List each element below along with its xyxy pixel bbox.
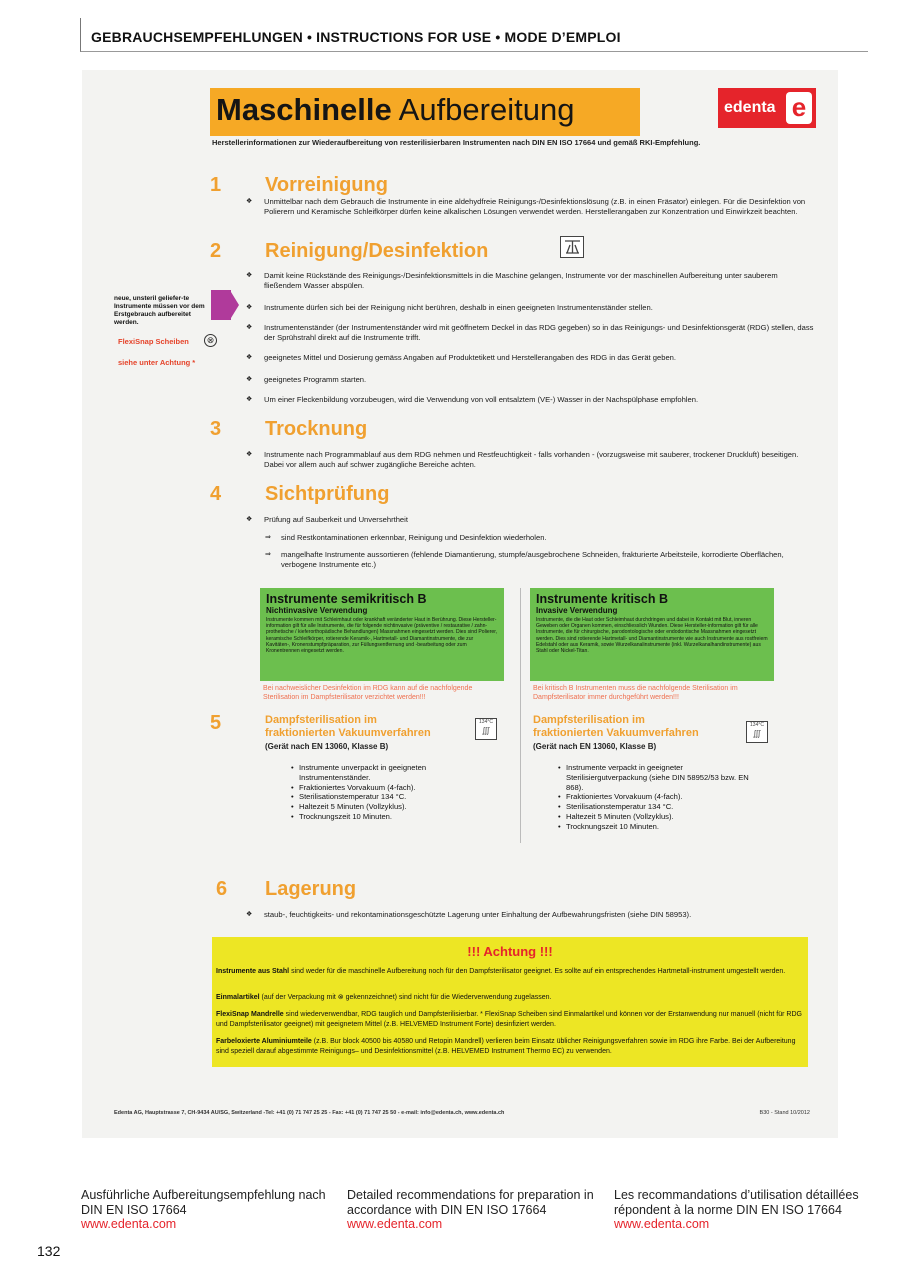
section-3-bullet: ❖ Instrumente nach Programmablauf aus dem RDG nehmen und Restfeuchtigkeit - falls vorhanden - (vorzugsweise mit sauberer, trockener Druckluft) beseitigen. Dabei vor allem auch auf schwer zugängliche Bereiche achten. [246,450,799,469]
critical-note: Bei kritisch B Instrumenten muss die nachfolgende Sterilisation im Dampfsterilisator immer durchgeführt werden!!! [533,685,738,701]
section-2-bullet-5: ❖ geeignetes Programm starten. [246,375,367,384]
caption-en-text: Detailed recommendations for preparation in accordance with DIN EN ISO 17664 [347,1188,594,1217]
column-divider [520,588,521,843]
side-arrow-tip [231,292,239,318]
see-warning-note: siehe unter Achtung * [118,358,196,367]
list-item: • Haltezeit 5 Minuten (Vollzyklus). [289,802,459,812]
caption-fr-text: Les recommandations d’utilisation détaillées répondent à la norme DIN EN ISO 17664 [614,1188,859,1217]
section-4-arrow-1: ⇒ sind Restkontaminationen erkennbar, Reinigung und Desinfektion wiederholen. [265,533,547,542]
list-item: • Haltezeit 5 Minuten (Vollzyklus). [556,812,756,822]
section-1-bullet: ❖ Unmittelbar nach dem Gebrauch die Instrumente in eine aldehydfreie Reinigungs-/Desinfektionslösung (z.B. in einen Fräsator) einlegen. Für die Desinfektion von Polierern und Keramische Schleifkörper dürfen keine alkalischen Lösungen verwendet werden. Herstellerangaben zur Konzentration und Einwirkzeit beachten. [246,197,806,216]
section-2-bullet-3: ❖ Instrumentenständer (der Instrumentenständer wird mit geöffnetem Deckel in das RDG gegeben) so in das Reinigungs- und Desinfektionsgerät (RDG) stellen, dass der Sprühstrahl direkt auf die Instrumente trifft. [246,323,814,342]
section-6-bullet: ❖ staub-, feuchtigkeits- und rekontaminationsgeschützte Lagerung unter Einhaltung der Aufbewahrungsfristen (siehe DIN 58953). [246,910,692,919]
side-arrow [211,290,231,320]
sterilisation-title-left: Dampfsterilisation im fraktionierten Vakuumverfahren [265,714,431,739]
caption-fr [614,1188,864,1232]
semicritical-title: Instrumente semikritisch B [266,592,427,606]
list-item: • Fraktioniertes Vorvakuum (4-fach). [289,783,459,793]
list-item: • Sterilisationstemperatur 134 °C. [556,802,756,812]
critical-subtitle: Invasive Verwendung [536,606,618,615]
warning-paragraph-3: FlexiSnap Mandrelle sind wiederverwendbar, RDG tauglich und Dampfsterilisierbar. * FlexiSnap Scheiben sind Einmalartikel und können vor der Erstanwendung nur manuell (nicht für RDG und Dampfsterilisator geeignet) mit geeignetem Mittel (z.B. HELVEMED Instrument Forte) desinfiziert werden. [216,1011,802,1028]
section-3-title: Trocknung [265,418,368,440]
section-2-bullet-1: ❖ Damit keine Rückstände des Reinigungs-/Desinfektionsmittels in die Maschine gelangen, Instrumente vor der maschinellen Aufbereitung unter sauberem fließendem Wasser abspülen. [246,271,778,290]
warning-paragraph-4: Farbeloxierte Aluminiumteile (z.B. Bur block 40500 bis 40580 und Retopin Mandrell) verlieren beim Einsatz üblicher Reinigungsverfahren sowie im RDG ihre Farbe. Bei der Aufbereitung sind speziell darauf abgestimmte Reinigungs– und Desinfektionsmittel (z.B. HELVEMED Instrument Thermo EC) zu verwenden. [216,1038,796,1055]
section-2-bullet-4: ❖ geeignetes Mittel und Dosierung gemäss Angaben auf Produktetikett und Herstellerangaben des RDG in das Gerät geben. [246,353,677,362]
header-title: GEBRAUCHSEMPFEHLUNGEN • INSTRUCTIONS FOR USE • MODE D’EMPLOI [91,29,621,45]
caption-de [81,1188,331,1232]
section-4-number: 4 [210,483,222,505]
flexisnap-note: FlexiSnap Scheiben [118,337,189,346]
section-2-number: 2 [210,240,222,262]
page-header [80,18,868,52]
page-number: 132 [37,1243,61,1259]
sheet-subtitle: Herstellerinformationen zur Wiederaufbereitung von resterilisierbaren Instrumenten nach DIN EN ISO 17664 und gemäß RKI-Empfehlung. [212,138,701,147]
caption-fr-link[interactable]: www.edenta.com [614,1217,710,1231]
sterilisation-list-left [289,763,459,822]
section-4-arrow-2: ⇒ mangelhafte Instrumente aussortieren (fehlende Diamantierung, stumpfe/ausgebrochene Schneiden, frakturierte Arbeitsteile, korrodierte Oberflächen, verbogene Instrumente etc.) [265,550,784,569]
single-use-icon: ⊗ [204,334,217,347]
list-item: • Trocknungszeit 10 Minuten. [289,812,459,822]
caption-de-text: Ausführliche Aufbereitungsempfehlung nach DIN EN ISO 17664 [81,1188,326,1217]
caption-en [347,1188,597,1232]
warning-heading: !!! Achtung !!! [467,944,553,959]
sheet-title: Maschinelle Aufbereitung [216,92,575,127]
title-band [210,88,640,136]
caption-en-link[interactable]: www.edenta.com [347,1217,443,1231]
list-item: • Trocknungszeit 10 Minuten. [556,822,756,832]
sterilisation-device-left: (Gerät nach EN 13060, Klasse B) [265,742,389,751]
warning-paragraph-1: Instrumente aus Stahl sind weder für die maschinelle Aufbereitung noch für den Dampfsterilisator geeignet. Es sollte auf ein entsprechendes Hartmetall-instrument umgestellt werden. [216,968,786,975]
semicritical-text: Instrumente kommen mit Schleimhaut oder krankhaft veränderter Haut in Berührung. Diese Hersteller-information gilt für alle Instrumente, die für folgende nichtinvasive (präventive / restaurative / zahn-prothetische / kieferorthopädische Behandlungen) Massnahmen eingesetzt werden. Dies sind Polierer, keramische Schleifkörper, rotierende Keramik-, Hartmetall- und Diamantinstrumente, die zur Kavitäten-, Kronenstumpfpräparation, zur Füllungsentfernung und -bearbeitung oder zum Kronentrennen eingesetzt werden. [266,617,498,655]
list-item: • Fraktioniertes Vorvakuum (4-fach). [556,792,756,802]
semicritical-box [260,588,504,681]
critical-text: Instrumente, die die Haut oder Schleimhaut durchdringen und dabei in Kontakt mit Blut, inneren Geweben oder Organen kommen, einschliesslich Wunden. Diese Hersteller-information gilt für alle Instrumente, die für chirurgische, parodontologische oder endodontische Massnahmen eingesetzt werden. Dies sind rotierende Hartmetall- und Diamantinstrumente wie auch Instrumente aus rostfreiem Edelstahl oder aus Keramik, sowie Wurzelkanalinstrumente (inkl. Wurzelkanalhandinstrumente) aus Stahl oder Nickel-Titan. [536,617,768,655]
section-1-title: Vorreinigung [265,174,388,196]
list-item: • Instrumente unverpackt in geeigneten Instrumentenständer. [289,763,459,783]
section-5-number: 5 [210,712,222,734]
logo-letter: e [786,92,812,124]
warning-box [212,937,808,1067]
section-6-title: Lagerung [265,878,357,900]
sterilisation-134-icon-left: 134°C ∭ [475,718,497,740]
washer-disinfector-icon [560,236,584,258]
critical-title: Instrumente kritisch B [536,592,668,606]
logo-word: edenta [724,99,776,116]
section-3-number: 3 [210,418,222,440]
sterilisation-134-icon-right: 134°C ∭ [746,721,768,743]
section-4-bullet: ❖ Prüfung auf Sauberkeit und Unversehrtheit [246,515,408,524]
section-6-number: 6 [216,878,228,900]
section-4-title: Sichtprüfung [265,483,390,505]
edenta-logo [718,88,816,128]
sterilisation-list-right [556,763,756,832]
section-2-title: Reinigung/Desinfektion [265,240,489,262]
sterilisation-title-right: Dampfsterilisation im fraktionierten Vakuumverfahren [533,714,699,739]
side-note: neue, unsteril geliefer-te Instrumente müssen vor dem Erstgebrauch aufbereitet werden. [114,295,205,326]
section-2-bullet-2: ❖ Instrumente dürfen sich bei der Reinigung nicht berühren, deshalb in einen geeigneten Instrumentenständer stellen. [246,303,653,312]
semicritical-subtitle: Nichtinvasive Verwendung [266,606,368,615]
semicritical-note: Bei nachweislicher Desinfektion im RDG kann auf die nachfolgende Sterilisation im Dampfsterilisator verzichtet werden!!! [263,685,473,701]
critical-box [530,588,774,681]
section-2-bullet-6: ❖ Um einer Fleckenbildung vorzubeugen, wird die Verwendung von voll entsalztem (VE-) Wasser in der Nachspülphase empfohlen. [246,395,699,404]
instruction-sheet [82,70,838,1138]
section-1-number: 1 [210,174,222,196]
caption-de-link[interactable]: www.edenta.com [81,1217,177,1231]
list-item: • Instrumente verpackt in geeigneter Sterilisiergutverpackung (siehe DIN 58952/53 bzw. EN 868). [556,763,756,792]
warning-paragraph-2: Einmalartikel (auf der Verpackung mit ⊗ gekennzeichnet) sind nicht für die Wiederverwendung zugelassen. [216,994,552,1001]
list-item: • Sterilisationstemperatur 134 °C. [289,792,459,802]
sterilisation-device-right: (Gerät nach EN 13060, Klasse B) [533,742,657,751]
sheet-footer-address: Edenta AG, Hauptstrasse 7, CH-9434 AU/SG, Switzerland -Tel: +41 (0) 71 747 25 25 - Fax: +41 (0) 71 747 25 50 - e-mail: info@edenta.ch, www.edenta.ch [114,1110,505,1116]
sheet-footer-version: B30 - Stand 10/2012 [759,1110,810,1116]
